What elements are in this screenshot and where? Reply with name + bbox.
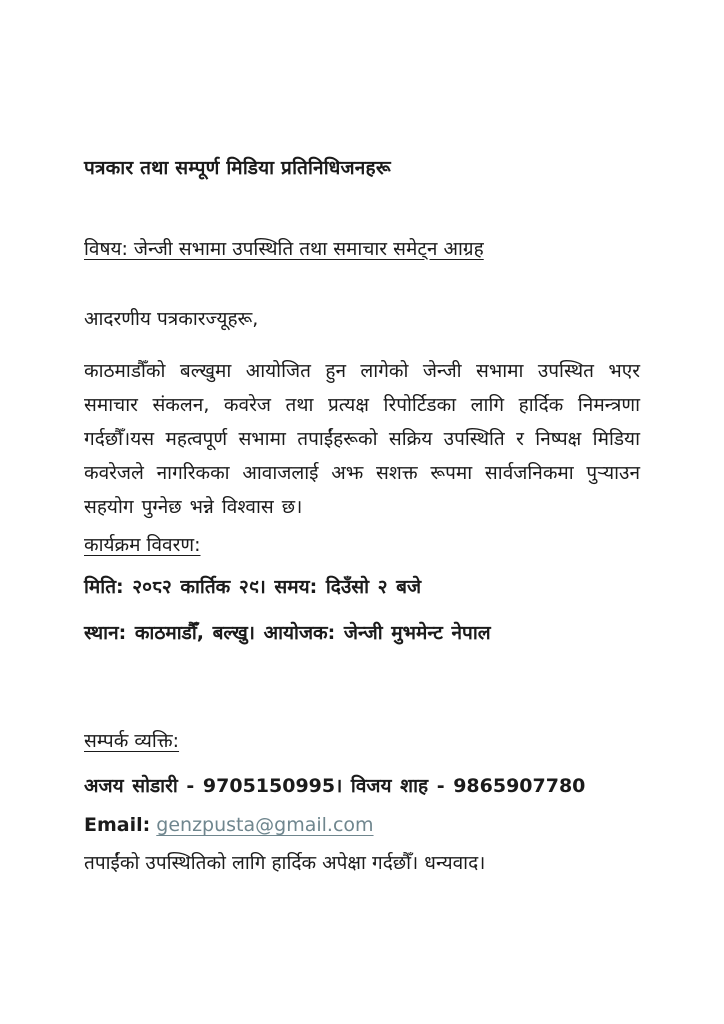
closing-line: तपाईंको उपस्थितिको लागि हार्दिक अपेक्षा गर्दछौँ। धन्यवाद। [84,852,486,874]
contact-persons-line: अजय सोडारी - 9705150995। विजय शाह - 9865907780 [84,775,586,797]
venue-organizer-line: स्थान: काठमाडौँ, बल्खु। आयोजक: जेन्जी मुभमेन्ट नेपाल [84,622,491,644]
program-details-heading: कार्यक्रम विवरण: [84,534,201,556]
email-link[interactable]: genzpusta@gmail.com [156,814,374,836]
subject-line: विषय: जेन्जी सभामा उपस्थिति तथा समाचार समेट्न आग्रह [84,238,484,260]
contact-heading: सम्पर्क व्यक्ति: [84,730,180,752]
greeting-line: आदरणीय पत्रकारज्यूहरू, [84,308,259,330]
body-paragraph: काठमाडौँको बल्खुमा आयोजित हुन लागेको जेन्जी सभामा उपस्थित भएर समाचार संकलन, कवरेज तथा प्रत्यक्ष रिपोर्टिडका लागि हार्दिक निमन्त्रणा गर्दछौँ।यस महत्वपूर्ण सभामा तपाईंहरूको सक्रिय उपस्थिति र निष्पक्ष मिडिया कवरेजले नागरिकका आवाजलाई अझ सशक्त रूपमा सार्वजनिकमा पुऱ्याउन सहयोग पुग्नेछ भन्ने विश्वास छ। [84,360,640,518]
recipient-line: पत्रकार तथा सम्पूर्ण मिडिया प्रतिनिधिजनहरू [84,157,391,179]
date-time-line: मिति: २०८२ कार्तिक २९। समय: दिउँसो २ बजे [84,576,422,598]
email-label: Email: [84,814,151,836]
email-line [84,812,640,838]
